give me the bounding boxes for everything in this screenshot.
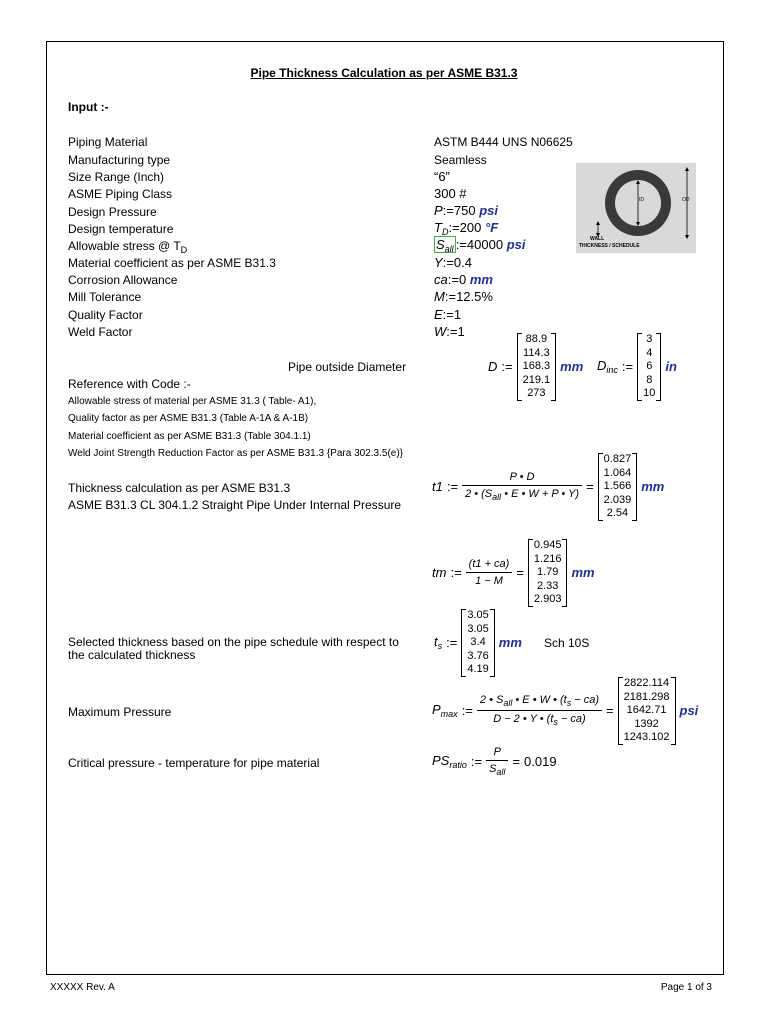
- footer-page-number: Page 1 of 3: [660, 982, 712, 993]
- value-manufacturing-type: Seamless: [434, 153, 487, 167]
- label-selected-thickness: Selected thickness based on the pipe schedule with respect to the calculated thickness: [68, 635, 399, 662]
- pipe-section-figure: [576, 163, 696, 253]
- label-critical-pressure: Critical pressure - temperature for pipe material: [68, 756, 320, 770]
- eq-mill-tolerance: M:=12.5%: [434, 289, 493, 304]
- label-piping-material: Piping Material: [68, 135, 148, 149]
- label-design-pressure: Design Pressure: [68, 205, 157, 219]
- label-pipe-od: Pipe outside Diameter: [288, 360, 407, 374]
- eq-design-temperature: $T_D:=200$ °F: [434, 220, 499, 237]
- label-thickness-calc: Thickness calculation as per ASME B31.3: [68, 481, 291, 495]
- fraction-tm: $\frac{(t1 + ca)}{1 - M}$: [466, 558, 513, 587]
- fraction-t1: $\frac{P • D}{2 • (S_{all} • E • W + P • Y)}$: [462, 471, 582, 502]
- eq-t1: t1 := $\frac{P • D}{2 • (S_{all} • E • W + P • Y)}$ = 0.827 1.064 1.566 2.039 2.54 mm: [432, 453, 665, 519]
- value-piping-material: ASTM B444 UNS N06625: [434, 135, 573, 149]
- label-manufacturing-type: Manufacturing type: [68, 153, 171, 167]
- matrix-t1: 0.827 1.064 1.566 2.039 2.54: [598, 453, 638, 521]
- eq-weld-factor: W:=1: [434, 324, 465, 339]
- fraction-critical: $\frac{P}{S_{all}}$: [486, 746, 508, 777]
- label-size-range: Size Range (Inch): [68, 170, 165, 184]
- id-label: ID: [639, 197, 644, 203]
- matrix-max-pressure: 2822.114 2181.298 1642.71 1392 1243.102: [618, 677, 676, 745]
- eq-pipe-od-inch: $D_{inc}$ := 3 4 6 8 10 in: [597, 333, 677, 399]
- eq-selected-thickness: $t_s$ := 3.05 3.05 3.4 3.76 4.19 mm: [434, 609, 522, 675]
- value-piping-class: 300 #: [434, 186, 467, 201]
- schedule-caption: THICKNESS / SCHEDULE: [579, 243, 640, 249]
- label-allowable-stress: Allowable stress @ $T_D$: [68, 239, 188, 255]
- label-thickness-clause: ASME B31.3 CL 304.1.2 Straight Pipe Under Internal Pressure: [68, 498, 402, 512]
- eq-corrosion-allowance: ca:=0 mm: [434, 272, 493, 287]
- fraction-pmax: $\frac{2 • S_{all} • E • W • (t_s - ca)}{D - 2 • Y • (t_s - ca)}$: [477, 694, 602, 727]
- eq-design-pressure: P:=750 psi: [434, 203, 499, 218]
- reference-item: Quality factor as per ASME B31.3 (Table A-1A & A-1B): [68, 413, 309, 424]
- reference-item: Weld Joint Strength Reduction Factor as per ASME B31.3 {Para 302.3.5(e)}: [68, 448, 404, 459]
- reference-item: Allowable stress of material per ASME 31.3 ( Table- A1),: [68, 396, 317, 407]
- od-label: OD: [682, 197, 690, 203]
- reference-item: Material coefficient as per ASME B31.3 (Table 304.1.1): [68, 431, 311, 442]
- label-mill-tolerance: Mill Tolerance: [68, 290, 142, 304]
- label-max-pressure: Maximum Pressure: [68, 705, 172, 719]
- reference-heading: Reference with Code :-: [68, 377, 191, 391]
- label-piping-class: ASME Piping Class: [68, 187, 173, 201]
- matrix-selected-thickness: 3.05 3.05 3.4 3.76 4.19: [461, 609, 494, 677]
- schedule-label: Sch 10S: [544, 636, 590, 650]
- page-title: Pipe Thickness Calculation as per ASME B31.3: [250, 66, 518, 80]
- eq-allowable-stress: $S_{all}$ :=40000 psi: [436, 237, 526, 254]
- eq-max-pressure: $P_{max}$ := $\frac{2 • S_{all} • E • W • (t_s - ca)}{D - 2 • Y • (t_s - ca)}$ = 2822.114 2181.298 1642.71 1392 1243.102 psi: [432, 677, 699, 743]
- label-weld-factor: Weld Factor: [68, 325, 133, 339]
- matrix-tm: 0.945 1.216 1.79 2.33 2.903: [528, 539, 568, 607]
- footer-revision: XXXXX Rev. A: [50, 982, 115, 993]
- eq-pipe-od: D := 88.9 114.3 168.3 219.1 273 mm: [488, 333, 584, 399]
- matrix-od-inch: 3 4 6 8 10: [637, 333, 661, 401]
- value-size-range: “6”: [434, 169, 450, 184]
- wall-caption: WALL: [590, 236, 605, 242]
- input-heading: Input :-: [68, 100, 109, 114]
- eq-material-coefficient: Y:=0.4: [434, 255, 472, 270]
- label-material-coefficient: Material coefficient as per ASME B31.3: [68, 256, 276, 270]
- label-design-temperature: Design temperature: [68, 222, 174, 236]
- eq-critical-ratio: $PS_{ratio}$ := $\frac{P}{S_{all}}$ = 0.019: [432, 746, 557, 777]
- eq-quality-factor: E:=1: [434, 307, 462, 322]
- label-corrosion-allowance: Corrosion Allowance: [68, 273, 178, 287]
- label-quality-factor: Quality Factor: [68, 308, 143, 322]
- eq-tm: tm := $\frac{(t1 + ca)}{1 - M}$ = 0.945 1.216 1.79 2.33 2.903 mm: [432, 539, 595, 605]
- matrix-od-mm: 88.9 114.3 168.3 219.1 273: [517, 333, 557, 401]
